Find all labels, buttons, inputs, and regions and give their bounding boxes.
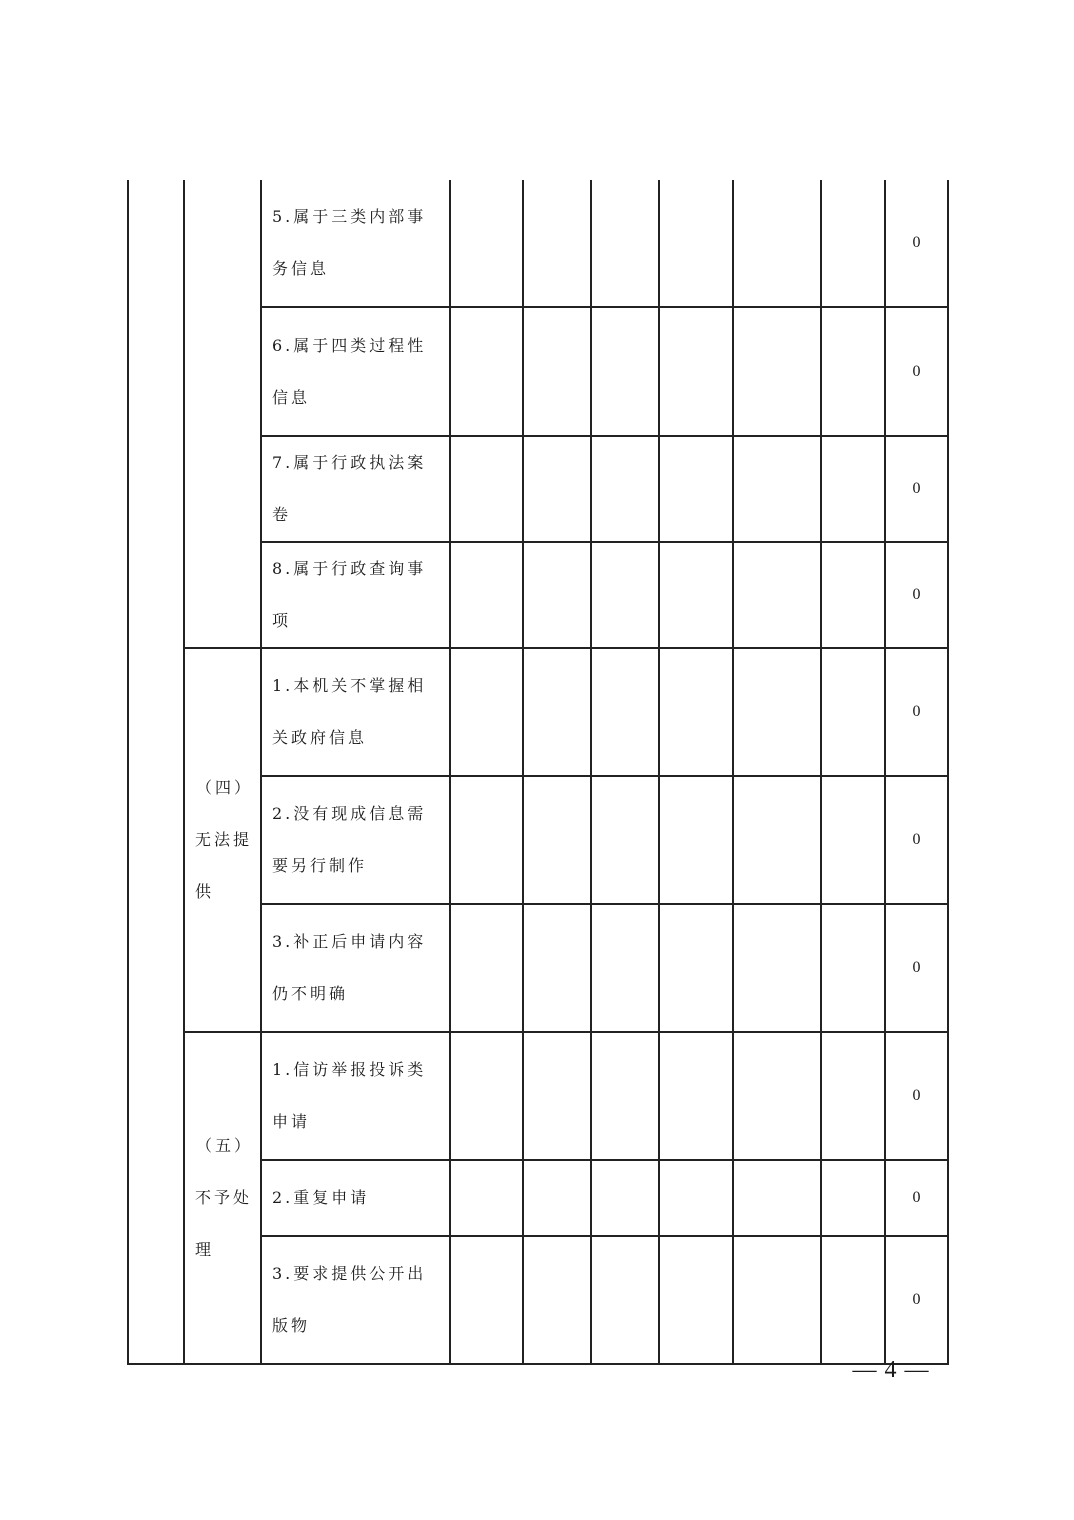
value-cell-empty	[821, 307, 885, 436]
total-cell: 0	[885, 648, 948, 776]
value-cell-empty	[821, 1160, 885, 1236]
value-cell-empty	[821, 776, 885, 904]
value-cell-empty	[733, 1160, 821, 1236]
value-cell-empty	[659, 648, 733, 776]
value-cell-empty	[821, 1032, 885, 1160]
value-cell-empty	[733, 904, 821, 1032]
group-number: （五）	[195, 1136, 253, 1155]
table-row	[128, 1032, 948, 1160]
value-cell-empty	[591, 1236, 659, 1364]
value-cell-empty	[659, 776, 733, 904]
value-cell-empty	[450, 180, 523, 307]
group-cell-unable-to-provide	[184, 648, 261, 1032]
value-cell-empty	[591, 648, 659, 776]
value-cell-empty	[733, 1236, 821, 1364]
value-cell-empty	[733, 542, 821, 648]
value-cell-empty	[733, 1032, 821, 1160]
value-cell-empty	[591, 180, 659, 307]
value-cell-empty	[659, 1236, 733, 1364]
value-cell-empty	[523, 1032, 591, 1160]
value-cell-empty	[591, 542, 659, 648]
item-cell: 6.属于四类过程性信息	[261, 307, 450, 436]
value-cell-empty	[659, 904, 733, 1032]
value-cell-empty	[733, 436, 821, 542]
value-cell-empty	[659, 436, 733, 542]
group-cell-continued	[184, 180, 261, 648]
value-cell-empty	[450, 1236, 523, 1364]
value-cell-empty	[821, 1236, 885, 1364]
item-cell: 5.属于三类内部事务信息	[261, 180, 450, 307]
value-cell-empty	[450, 1032, 523, 1160]
item-cell: 3.补正后申请内容仍不明确	[261, 904, 450, 1032]
value-cell-empty	[591, 904, 659, 1032]
value-cell-empty	[523, 1236, 591, 1364]
item-cell: 7.属于行政执法案卷	[261, 436, 450, 542]
value-cell-empty	[821, 542, 885, 648]
group-label: 无法提供	[195, 830, 253, 901]
value-cell-empty	[450, 1160, 523, 1236]
total-cell: 0	[885, 180, 948, 307]
value-cell-empty	[450, 776, 523, 904]
value-cell-empty	[733, 648, 821, 776]
total-cell: 0	[885, 436, 948, 542]
value-cell-empty	[659, 1032, 733, 1160]
value-cell-empty	[659, 542, 733, 648]
value-cell-empty	[523, 180, 591, 307]
item-cell: 2.没有现成信息需要另行制作	[261, 776, 450, 904]
table-row	[128, 180, 948, 307]
total-cell: 0	[885, 542, 948, 648]
page-number: — 4 —	[852, 1357, 930, 1383]
value-cell-empty	[821, 648, 885, 776]
value-cell-empty	[523, 776, 591, 904]
value-cell-empty	[450, 904, 523, 1032]
total-cell: 0	[885, 1032, 948, 1160]
value-cell-empty	[523, 307, 591, 436]
value-cell-empty	[821, 904, 885, 1032]
value-cell-empty	[523, 648, 591, 776]
value-cell-empty	[450, 542, 523, 648]
value-cell-empty	[659, 180, 733, 307]
total-cell: 0	[885, 904, 948, 1032]
group-cell-not-processed	[184, 1032, 261, 1364]
value-cell-empty	[733, 776, 821, 904]
value-cell-empty	[591, 1160, 659, 1236]
item-cell: 1.信访举报投诉类申请	[261, 1032, 450, 1160]
item-cell: 1.本机关不掌握相关政府信息	[261, 648, 450, 776]
value-cell-empty	[523, 1160, 591, 1236]
value-cell-empty	[523, 436, 591, 542]
value-cell-empty	[659, 307, 733, 436]
group-number: （四）	[195, 778, 253, 797]
value-cell-empty	[591, 1032, 659, 1160]
value-cell-empty	[591, 436, 659, 542]
value-cell-empty	[450, 307, 523, 436]
value-cell-empty	[523, 904, 591, 1032]
outer-category-cell	[128, 180, 184, 1364]
value-cell-empty	[659, 1160, 733, 1236]
total-cell: 0	[885, 307, 948, 436]
item-cell: 8.属于行政查询事项	[261, 542, 450, 648]
value-cell-empty	[821, 180, 885, 307]
total-cell: 0	[885, 1236, 948, 1364]
group-label: 不予处理	[195, 1188, 253, 1259]
statistics-table	[127, 180, 949, 1365]
value-cell-empty	[591, 307, 659, 436]
value-cell-empty	[523, 542, 591, 648]
value-cell-empty	[591, 776, 659, 904]
value-cell-empty	[450, 648, 523, 776]
value-cell-empty	[733, 307, 821, 436]
total-cell: 0	[885, 1160, 948, 1236]
total-cell: 0	[885, 776, 948, 904]
item-cell: 2.重复申请	[261, 1160, 450, 1236]
item-cell: 3.要求提供公开出版物	[261, 1236, 450, 1364]
table-row	[128, 648, 948, 776]
value-cell-empty	[450, 436, 523, 542]
value-cell-empty	[733, 180, 821, 307]
value-cell-empty	[821, 436, 885, 542]
